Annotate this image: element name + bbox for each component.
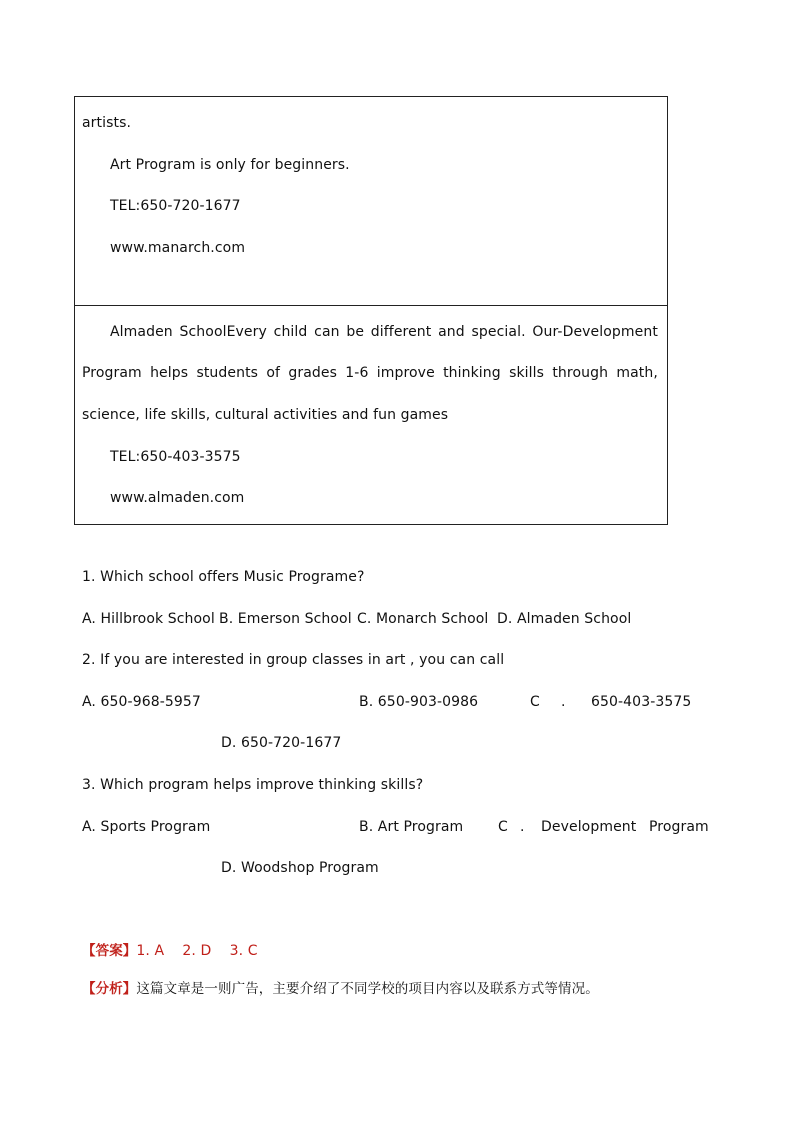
- box2-word: child: [273, 324, 308, 340]
- box2-word: helps: [150, 365, 189, 381]
- answer-line: [82, 942, 258, 960]
- question-1-text: 1. Which school offers Music Programe?: [82, 569, 365, 585]
- box2-word: students: [196, 365, 259, 381]
- box2-line3: science, life skills, cultural activities and fun games: [82, 407, 449, 423]
- box2-word: thinking: [443, 365, 501, 381]
- box2-url: www.almaden.com: [110, 490, 245, 506]
- q1-option-c: C. Monarch School: [357, 611, 489, 627]
- box2-word: different: [370, 324, 432, 340]
- q1-option-a: A. Hillbrook School: [82, 611, 215, 627]
- q3-option-c-dot: .: [520, 819, 525, 835]
- box1-line2: Art Program is only for beginners.: [110, 157, 350, 173]
- q3-option-c-word2: Program: [649, 819, 709, 835]
- answer-label: 【答案】: [82, 943, 137, 959]
- box2-line2: [82, 364, 658, 382]
- box1-url: www.manarch.com: [110, 240, 246, 256]
- box2-word: Almaden: [110, 324, 173, 340]
- box2-word: improve: [376, 365, 435, 381]
- q2-option-b: B. 650-903-0986: [359, 694, 479, 710]
- box2-line1: [110, 323, 658, 341]
- q3-option-a: A. Sports Program: [82, 819, 211, 835]
- box1-tel: TEL:650-720-1677: [110, 198, 241, 214]
- analysis-text: 这篇文章是一则广告，主要介绍了不同学校的项目内容以及联系方式等情况。: [136, 981, 599, 997]
- q3-option-c-letter: C: [498, 819, 508, 835]
- q2-option-a: A. 650-968-5957: [82, 694, 201, 710]
- box2-word: can: [314, 324, 340, 340]
- q1-option-d: D. Almaden School: [497, 611, 632, 627]
- box2-word: skills: [509, 365, 545, 381]
- box2-word: of: [266, 365, 281, 381]
- answer-text: 1. A 2. D 3. C: [136, 943, 258, 959]
- q2-option-c-dot: .: [561, 694, 566, 710]
- analysis-line: [82, 980, 599, 998]
- q3-option-c-word1: Development: [541, 819, 637, 835]
- q2-option-d: D. 650-720-1677: [221, 735, 342, 751]
- box2-word: and: [438, 324, 465, 340]
- box2-tel: TEL:650-403-3575: [110, 449, 241, 465]
- box2-word: SchoolEvery: [179, 324, 267, 340]
- box2-word: grades: [288, 365, 337, 381]
- q2-option-c-value: 650-403-3575: [591, 694, 692, 710]
- q3-option-b: B. Art Program: [359, 819, 464, 835]
- analysis-label: 【分析】: [82, 981, 137, 997]
- question-2-text: 2. If you are interested in group classes in art , you can call: [82, 652, 505, 668]
- box2-word: 1-6: [345, 365, 369, 381]
- box2-word: be: [346, 324, 365, 340]
- q2-option-c-letter: C: [530, 694, 540, 710]
- box2-word: through: [552, 365, 609, 381]
- box1-line1: artists.: [82, 115, 132, 131]
- box2-word: special.: [471, 324, 526, 340]
- box2-word: Program: [82, 365, 142, 381]
- box2-word: math,: [616, 365, 658, 381]
- box2-word: Our-Development: [532, 324, 658, 340]
- q1-option-b: B. Emerson School: [219, 611, 352, 627]
- question-3-text: 3. Which program helps improve thinking skills?: [82, 777, 424, 793]
- q3-option-d: D. Woodshop Program: [221, 860, 379, 876]
